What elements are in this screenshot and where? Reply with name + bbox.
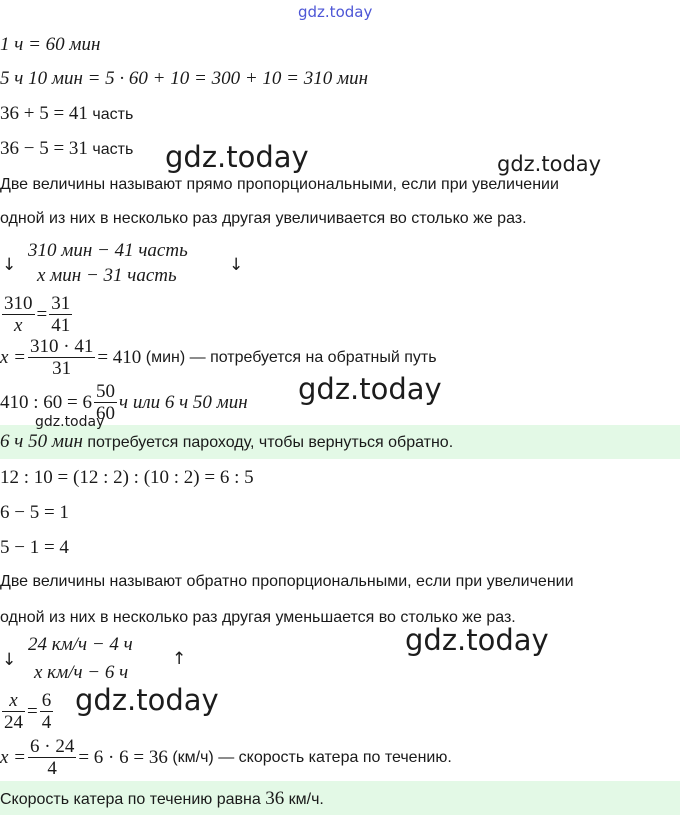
definition-inverse-line1: Две величины называют обратно пропорциональными, если при увеличении xyxy=(0,573,574,590)
definition-direct-line2: одной из них в несколько раз другая увеличивается во столько же раз. xyxy=(0,210,527,227)
x-label: x = xyxy=(0,746,27,768)
fraction xyxy=(28,336,95,379)
answer-value: 6 ч 50 мин xyxy=(0,431,83,452)
ratio-equation: 12 : 10 = (12 : 2) : (10 : 2) = 6 : 5 xyxy=(0,467,254,488)
result-text: ч или 6 ч 50 мин xyxy=(119,391,248,413)
numerator: 6 xyxy=(41,690,52,711)
inverse-proportion-equation xyxy=(0,690,55,733)
arrow-down-icon: ↓ xyxy=(2,650,17,670)
proportion-row-2: x мин − 31 часть xyxy=(37,265,177,286)
difference-equation-2: 5 − 1 = 4 xyxy=(0,537,69,558)
denominator: 41 xyxy=(51,315,71,336)
watermark: gdz.today xyxy=(35,414,105,430)
watermark: gdz.today xyxy=(165,140,309,174)
difference-equation: 6 − 5 = 1 xyxy=(0,502,69,523)
watermark: gdz.today xyxy=(75,683,219,717)
equation-diff-parts xyxy=(0,138,133,160)
unit-label: часть xyxy=(92,141,134,158)
definition-direct-line1: Две величины называют прямо пропорциональными, если при увеличении xyxy=(0,176,559,193)
denominator: 24 xyxy=(4,712,23,733)
denominator: 4 xyxy=(47,758,57,779)
answer-unit: км/ч. xyxy=(288,791,324,808)
numerator: 310 xyxy=(4,293,33,314)
proportion-row-2: x км/ч − 6 ч xyxy=(34,662,129,683)
denominator: x xyxy=(14,315,23,336)
numerator: 31 xyxy=(51,293,71,314)
equation-expr: 36 + 5 = 41 xyxy=(0,103,88,124)
fraction xyxy=(2,690,25,733)
solve-speed-equation xyxy=(0,736,452,779)
proportion-row-1: 24 км/ч − 4 ч xyxy=(28,634,133,655)
answer-value: 36 xyxy=(265,788,285,809)
arrow-up-icon: ↑ xyxy=(172,649,187,669)
answer-text: Скорость катера по течению равна xyxy=(0,791,261,808)
numerator: 50 xyxy=(96,381,115,402)
answer-text: потребуется пароходу, чтобы вернуться обратно. xyxy=(87,434,454,451)
equation-time-conversion: 5 ч 10 мин = 5 · 60 + 10 = 300 + 10 = 310 мин xyxy=(0,68,369,89)
result: = 410 xyxy=(97,346,142,368)
numerator: 310 · 41 xyxy=(30,336,94,357)
fraction xyxy=(49,293,72,336)
solve-x-equation xyxy=(0,336,437,379)
numerator: 6 · 24 xyxy=(30,736,75,757)
result: = 6 · 6 = 36 xyxy=(78,746,168,768)
arrow-down-icon: ↓ xyxy=(229,255,244,275)
equation-hour-to-min: 1 ч = 60 мин xyxy=(0,34,101,55)
denominator: 60 xyxy=(96,403,115,424)
fraction xyxy=(94,381,117,424)
proportion-equation xyxy=(0,293,74,336)
fraction xyxy=(2,293,35,336)
equals-sign: = xyxy=(36,303,48,325)
equation-sum-parts xyxy=(0,103,133,125)
fraction xyxy=(28,736,76,779)
watermark: gdz.today xyxy=(497,152,602,176)
equals-sign: = xyxy=(27,700,38,722)
explanation: (км/ч) — скорость катера по течению. xyxy=(172,748,452,766)
denominator: 31 xyxy=(52,358,72,379)
conversion-equation xyxy=(0,381,248,424)
numerator: x xyxy=(2,690,25,712)
x-label: x = xyxy=(0,346,27,368)
denominator: 4 xyxy=(41,712,52,733)
arrow-down-icon: ↓ xyxy=(2,255,17,275)
unit-label: часть xyxy=(92,106,134,123)
answer-1 xyxy=(0,431,453,453)
fraction xyxy=(40,690,54,733)
expression: 410 : 60 = 6 xyxy=(0,391,92,413)
equation-expr: 36 − 5 = 31 xyxy=(0,138,88,159)
watermark: gdz.today xyxy=(298,372,442,406)
definition-inverse-line2: одной из них в несколько раз другая уменьшается во столько же раз. xyxy=(0,609,516,626)
watermark: gdz.today xyxy=(405,623,549,657)
watermark-top: gdz.today xyxy=(298,3,373,21)
answer-2 xyxy=(0,788,324,810)
proportion-row-1: 310 мин − 41 часть xyxy=(28,240,188,261)
explanation: (мин) — потребуется на обратный путь xyxy=(145,348,437,366)
